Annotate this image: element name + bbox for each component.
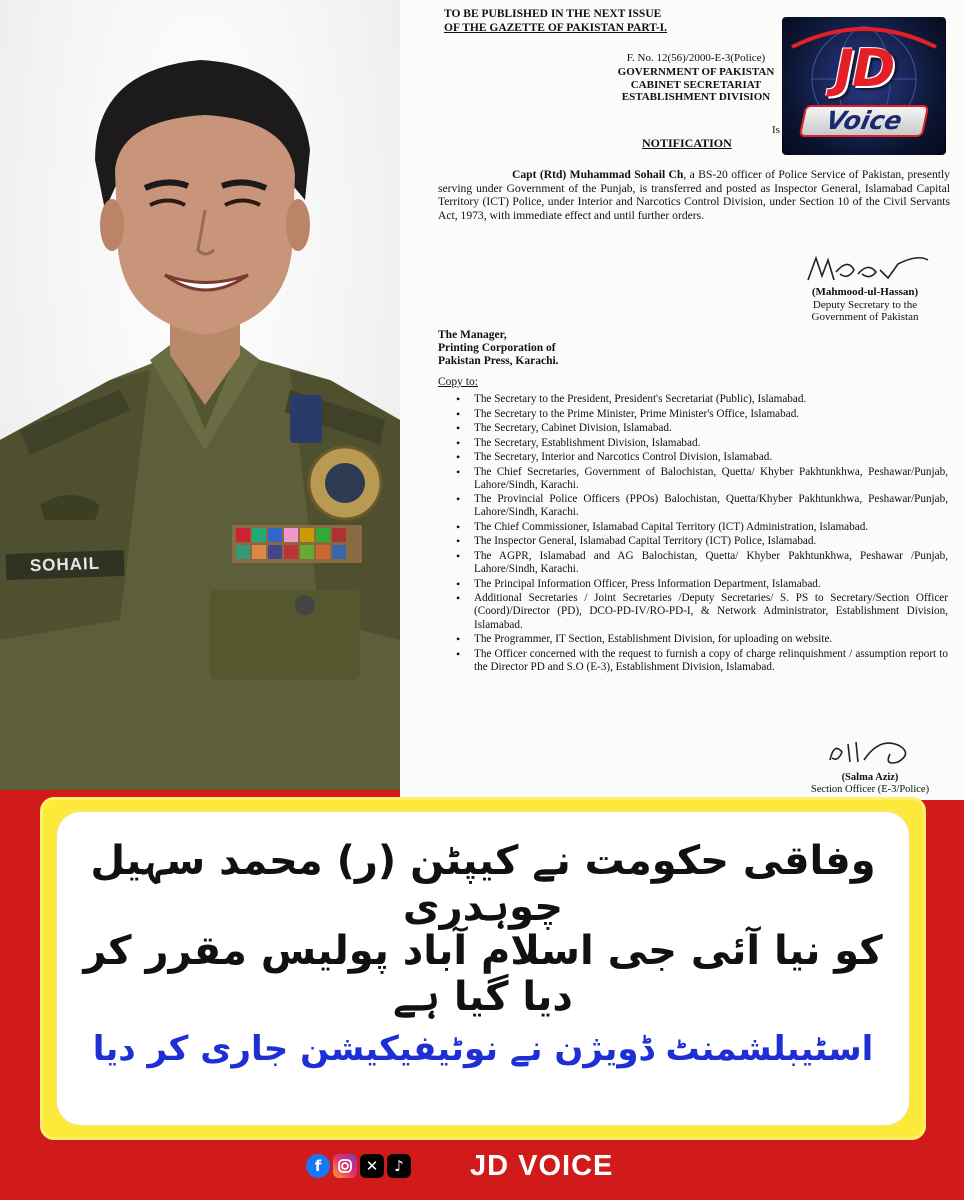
copy-list-item: • The Secretary to the President, President's Secretariat (Public), Islamabad. [452, 393, 948, 406]
notification-heading: NOTIFICATION [642, 136, 732, 150]
copy-list-item: • The Inspector General, Islamabad Capital Territory (ICT) Police, Islamabad. [452, 535, 948, 548]
file-number: F. No. 12(56)/2000-E-3(Police) [626, 52, 766, 64]
section-officer-block [780, 772, 960, 796]
section-officer-signature [820, 732, 930, 772]
officer-portrait-illustration [0, 0, 400, 790]
copy-list-item: • The Provincial Police Officers (PPOs) Balochistan, Quetta/Khyber Pakhtunkhwa, Peshawar/Punjab, Lahore/Sindh, Karachi. [452, 493, 948, 519]
headline-line-3: اسٹیبلشمنٹ ڈویژن نے نوٹیفیکیشن جاری کر دیا [92, 1029, 874, 1069]
headline-banner [40, 797, 926, 1140]
copy-list-item: • Additional Secretaries / Joint Secretaries /Deputy Secretaries/ S. PS to Secretary/Section Officer (Coord)/Director (PD), DCO-PD-IV/RO-PD-I, & Network Administrator, Establishment Division, Islamabad. [452, 592, 948, 632]
copy-to-list [452, 393, 948, 675]
uniform-name-tag: SOHAIL [6, 550, 125, 580]
signer-title-1: Deputy Secretary to the [812, 298, 918, 311]
copy-list-item: • The Chief Secretaries, Government of Balochistan, Quetta/ Khyber Pakhtunkhwa, Peshawar/Punjab, Lahore/Sindh, Karachi. [452, 466, 948, 492]
facebook-icon[interactable]: f [306, 1154, 330, 1178]
addressee-line-2: Printing Corporation of [438, 342, 556, 354]
copy-list-item: • The Principal Information Officer, Press Information Department, Islamabad. [452, 578, 948, 591]
officer-name: Capt (Rtd) Muhammad Sohail Ch [512, 168, 684, 181]
addressee-line-3: Pakistan Press, Karachi. [438, 355, 559, 367]
issuing-office [596, 66, 796, 104]
signer-name: (Mahmood-ul-Hassan) [811, 286, 919, 298]
signer2-title: Section Officer (E-3/Police) [810, 784, 930, 795]
logo-jd-text: JD [834, 39, 894, 99]
instagram-icon[interactable] [333, 1154, 357, 1178]
deputy-secretary-block [790, 286, 940, 324]
gov-line-1: GOVERNMENT OF PAKISTAN [617, 66, 775, 78]
headline-line-2: کو نیا آئی جی اسلام آباد پولیس مقرر کر دیا گیا ہے [83, 928, 883, 1020]
x-icon[interactable]: ✕ [360, 1154, 384, 1178]
signer-title-2: Government of Pakistan [811, 311, 919, 323]
notification-text: , a BS-20 officer of Police Service of Pakistan, presently serving under Government of the Punjab, is transferred and posted as Inspector General, Islamabad Capital Territory (ICT) Police, under Interior and Narcotics Control Division, under Section 10 of the Civil Servants Act, 1973, with immediate effect and until further orders. [438, 168, 950, 222]
social-icons [306, 1154, 411, 1178]
copy-list-item: • The Secretary, Establishment Division, Islamabad. [452, 437, 948, 450]
headline-line-1: وفاقی حکومت نے کیپٹن (ر) محمد سہیل چوہدری [90, 838, 876, 930]
officer-photo [0, 0, 400, 790]
publish-line-2: OF THE GAZETTE OF PAKISTAN PART-I. [444, 21, 668, 34]
publish-line-1: TO BE PUBLISHED IN THE NEXT ISSUE [444, 8, 662, 20]
place-fragment: Is [772, 124, 780, 136]
addressee-block [438, 329, 559, 368]
tiktok-icon[interactable]: ♪ [387, 1154, 411, 1178]
copy-list-item: • The Secretary to the Prime Minister, Prime Minister's Office, Islamabad. [452, 408, 948, 421]
gov-line-3: ESTABLISHMENT DIVISION [621, 91, 771, 103]
logo-voice-text: Voice [799, 105, 930, 137]
copy-list-item: • The Programmer, IT Section, Establishment Division, for uploading on website. [452, 633, 948, 646]
copy-list-item: • The Officer concerned with the request to furnish a copy of charge relinquishment / assumption report to the Director PD and S.O (E-3), Establishment Division, Islamabad. [452, 648, 948, 674]
signer2-name: (Salma Aziz) [841, 772, 899, 783]
footer-bar [0, 1140, 964, 1200]
footer-brand: JD VOICE [470, 1150, 614, 1182]
notification-body [438, 168, 950, 222]
copy-list-item: • The AGPR, Islamabad and AG Balochistan, Quetta/ Khyber Pakhtunkhwa, Peshawar /Punjab, Lahore/Sindh, Karachi. [452, 550, 948, 576]
copy-to-label: Copy to: [438, 376, 478, 388]
copy-list-item: • The Chief Commissioner, Islamabad Capital Territory (ICT) Administration, Islamabad. [452, 521, 948, 534]
jd-voice-logo [782, 17, 946, 155]
publish-header [444, 8, 667, 35]
copy-list-item: • The Secretary, Cabinet Division, Islamabad. [452, 422, 948, 435]
deputy-secretary-signature [788, 250, 938, 290]
gov-line-2: CABINET SECRETARIAT [630, 78, 762, 91]
copy-list-item: • The Secretary, Interior and Narcotics Control Division, Islamabad. [452, 451, 948, 464]
headline-card [57, 812, 909, 1125]
addressee-line-1: The Manager, [438, 329, 507, 341]
